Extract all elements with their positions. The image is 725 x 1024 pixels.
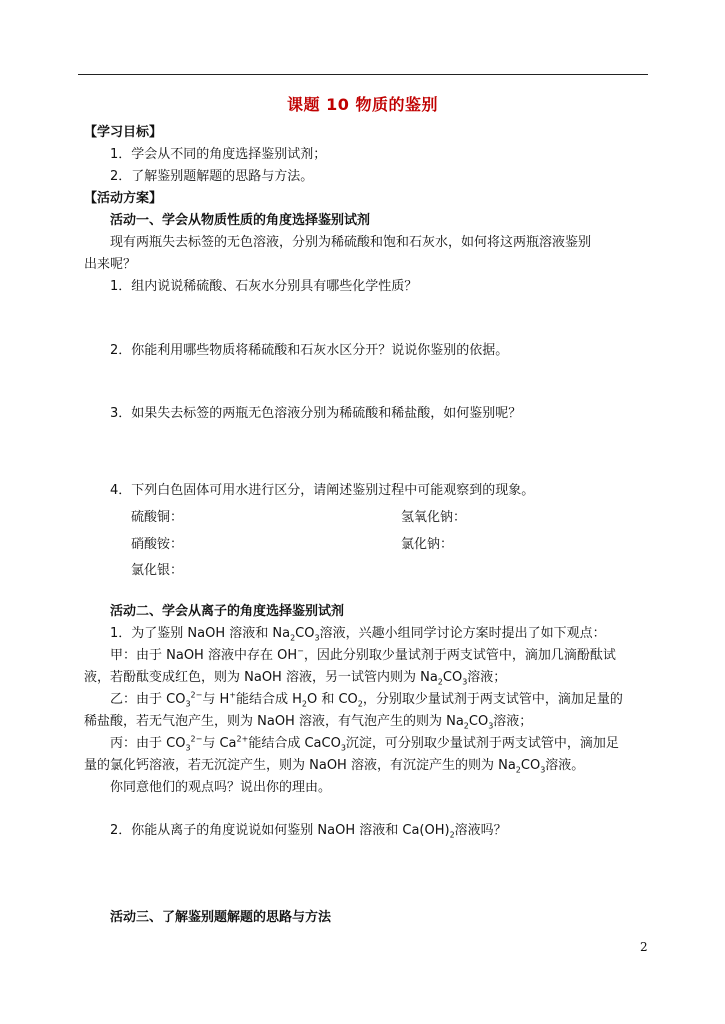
page-number: 2 bbox=[640, 940, 648, 954]
activity1-question-3: 3．如果失去标签的两瓶无色溶液分别为稀硫酸和稀盐酸，如何鉴别呢？ bbox=[110, 406, 522, 421]
activity1-intro-line1: 现有两瓶失去标签的无色溶液，分别为稀硫酸和饱和石灰水，如何将这两瓶溶液鉴别 bbox=[110, 235, 592, 250]
view-yi-line2: 稀盐酸，若无气泡产生，则为 NaOH 溶液，有气泡产生的则为 $Na_2CO_3$溶液； bbox=[84, 714, 533, 731]
activity2-question-1: 1．为了鉴别 NaOH 溶液和 $Na_2CO_3$溶液，兴趣小组同学讨论方案时提出了如下观点： bbox=[110, 626, 606, 643]
solid-silver-chloride: 氯化银： bbox=[131, 563, 184, 578]
activity2-question-2: 2．你能从离子的角度说说如何鉴别 NaOH 溶液和 $Ca(OH)_2$溶液吗？ bbox=[110, 823, 507, 840]
activity1-question-1: 1．组内说说稀硫酸、石灰水分别具有哪些化学性质？ bbox=[110, 279, 418, 294]
plan-heading: 【活动方案】 bbox=[84, 191, 163, 206]
solid-copper-sulfate: 硫酸铜： bbox=[131, 510, 184, 525]
page-title: 课题 10 物质的鉴别 bbox=[287, 95, 438, 114]
header-rule bbox=[78, 74, 648, 75]
view-yi-line1: 乙：由于 $CO_3^{2-}$与 H+能结合成 $H_2O$ 和 $CO_2$，分别取少量试剂于两支试管中，滴加足量的 bbox=[110, 690, 623, 709]
activity1-intro-line2: 出来呢？ bbox=[84, 257, 137, 272]
solid-sodium-chloride: 氯化钠： bbox=[401, 537, 454, 552]
view-bing-line1: 丙：由于 $CO_3^{2-}$与 $Ca^{2+}$能结合成 CaCO$_3$沉淀，可分别取少量试剂于两支试管中，滴加足 bbox=[110, 734, 619, 753]
view-bing-line2: 量的氯化钙溶液，若无沉淀产生，则为 NaOH 溶液，有沉淀产生的则为 $Na_2CO_3$溶液。 bbox=[84, 758, 585, 775]
view-jia-line2: 液，若酚酞变成红色，则为 NaOH 溶液，另一试管内则为 $Na_2CO_3$溶液； bbox=[84, 670, 507, 687]
solid-sodium-hydroxide: 氢氧化钠： bbox=[401, 510, 467, 525]
activity2-heading: 活动二、学会从离子的角度选择鉴别试剂 bbox=[110, 604, 345, 619]
activity1-question-4: 4．下列白色固体可用水进行区分，请阐述鉴别过程中可能观察到的现象。 bbox=[110, 483, 535, 498]
agree-question: 你同意他们的观点吗？说出你的理由。 bbox=[110, 780, 332, 795]
goal-item-1: 1．学会从不同的角度选择鉴别试剂； bbox=[110, 147, 327, 162]
activity1-question-2: 2．你能利用哪些物质将稀硫酸和石灰水区分开？说说你鉴别的依据。 bbox=[110, 343, 509, 358]
view-jia-line1: 甲：由于 NaOH 溶液中存在 OH−，因此分别取少量试剂于两支试管中，滴加几滴酚酞试 bbox=[110, 646, 616, 663]
goal-item-2: 2．了解鉴别题解题的思路与方法。 bbox=[110, 169, 314, 184]
solid-ammonium-nitrate: 硝酸铵： bbox=[131, 537, 184, 552]
activity3-heading: 活动三、了解鉴别题解题的思路与方法 bbox=[110, 910, 332, 925]
goals-heading: 【学习目标】 bbox=[84, 125, 163, 140]
activity1-heading: 活动一、学会从物质性质的角度选择鉴别试剂 bbox=[110, 213, 371, 228]
